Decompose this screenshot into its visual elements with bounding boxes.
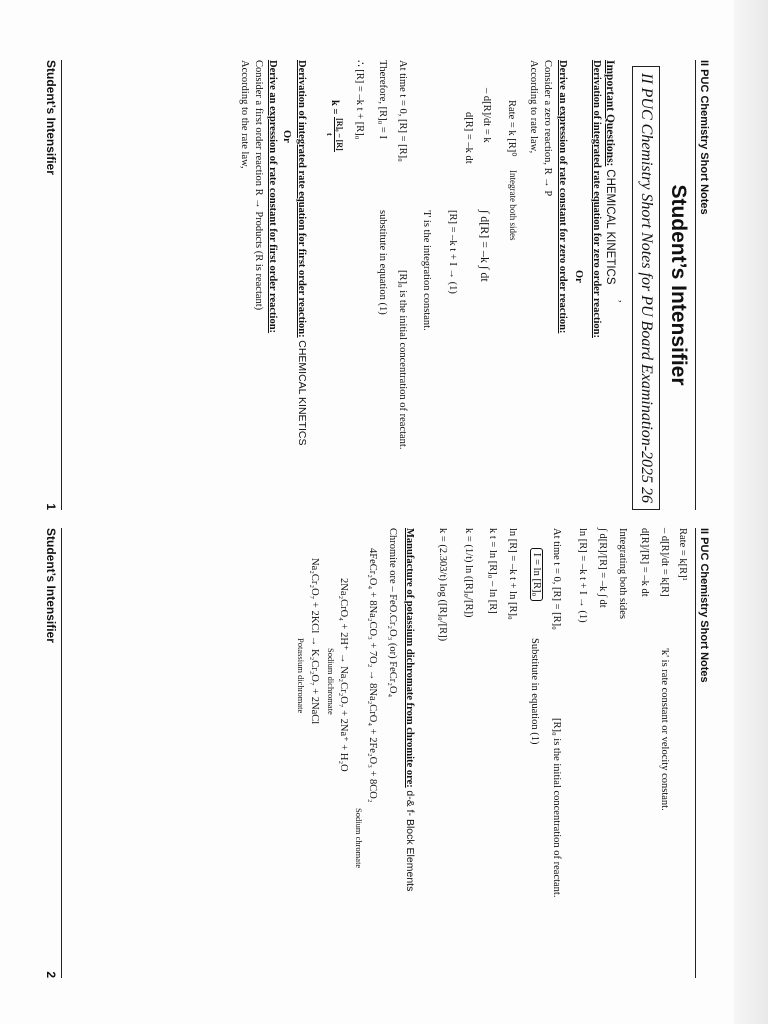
initial-concentration-note: [R]₀ is the initial concentration of reactant. [551, 718, 562, 898]
section-title-line [404, 528, 416, 891]
page-header: II PUC Chemistry Short Notes [695, 60, 728, 510]
result-equation: [R] = –k t + I → (1) [447, 210, 458, 294]
rate-equation: Rate = k [R]⁰ [506, 100, 517, 157]
consider-first-order: Consider a first order reaction R → Products (R is reactant) [253, 60, 264, 311]
page-header: II PUC Chemistry Short Notes [695, 528, 728, 978]
page-2 [28, 528, 728, 978]
diff-equation-b: d[R] = –k dt [463, 112, 474, 164]
q2-title-line [296, 60, 308, 445]
reaction-3: Na₂Cr₂O₇ + 2KCl → K₂Cr₂O₇ + 2NaCl [309, 558, 320, 725]
integration-constant-note: 'I' is the integration constant. [421, 210, 432, 331]
page-footer [44, 528, 62, 978]
section-title: Manufacture of potassium dichromate from chromite ore: [404, 528, 415, 788]
page-number: 2 [44, 971, 58, 978]
rate-constant-expression [325, 100, 344, 152]
q1-alt-title: Derive an expression of rate constant for zero order reaction: [557, 60, 568, 334]
reaction-2-label: Sodium dichromate [326, 648, 336, 715]
initial-concentration-note: [R]₀ is the initial concentration of reactant. [397, 270, 408, 450]
q2-alt-title: Derive an expression of rate constant for first order reaction: [267, 60, 278, 334]
important-label: Important Questions: [604, 60, 616, 167]
k-ln-equation: k = (1/t) ln ([R]₀/[R]) [463, 528, 474, 618]
important-topic: CHEMICAL KINETICS [604, 169, 616, 285]
section-topic: d-& f- Block Elements [404, 790, 416, 892]
diff-equation-b: d[R]/[R] = –k dt [639, 528, 650, 597]
footer-text: Student’s Intensifier [44, 60, 58, 175]
rate-law-intro: According to rate law, [528, 60, 539, 154]
page-1 [28, 60, 728, 510]
ln-equation-2: ln [R] = –k t + ln [R]₀ [507, 528, 518, 620]
page-number: 1 [44, 503, 58, 510]
comma-mark: , [617, 300, 628, 303]
document-title: Student’s Intensifier [667, 184, 690, 386]
scan-edge [734, 0, 768, 1024]
diff-equation: – d[R]/dt = k [481, 88, 492, 143]
q1-title: Derivation of integrated rate equation for zero order reaction: [591, 60, 602, 338]
important-questions-line [604, 60, 616, 285]
footer-text: Student’s Intensifier [44, 528, 58, 643]
or-1: Or [573, 270, 584, 283]
reaction-3-label: Potassium dichromate [296, 638, 306, 714]
q2-title: Derivation of integrated rate equation for first order reaction: [296, 60, 307, 338]
at-time-zero: At time t = 0, [R] = [R]₀ [551, 528, 562, 630]
rate-equation: Rate = k[R]¹ [677, 528, 688, 581]
or-2: Or [281, 130, 292, 143]
therefore-line: Therefore, [R]₀ = I [377, 60, 388, 139]
boxed-equation: I = ln [R]₀ [530, 548, 543, 601]
document-subtitle: II PUC Chemistry Short Notes for PU Board Examination-2025 26 [632, 66, 660, 510]
k-label: k = [329, 100, 341, 115]
reaction-1: 4FeCr₂O₄ + 8Na₂CO₃ + 7O₂ → 8Na₂CrO₄ + 2Fe₂O₃ + 8CO₂ [367, 548, 378, 803]
substitute-line: Substitute in equation (1) [529, 638, 540, 745]
reaction-1-label: Sodium chromate [354, 808, 364, 869]
at-time-zero: At time t = 0, [R] = [R]₀ [397, 60, 408, 162]
k-denominator: t [325, 133, 334, 136]
k-log-equation: k = (2.303/t) log ([R]₀/[R]) [437, 528, 448, 642]
integrate-label: Integrating both sides [617, 528, 628, 619]
diff-equation: – d[R]/dt = k[R] [659, 528, 670, 597]
consider-zero-order: Consider a zero reaction, R → P [542, 60, 553, 197]
page-footer [44, 60, 62, 510]
integral-equation: ∫ d[R]/[R] = –k ∫ dt [597, 528, 608, 608]
chromite-ore: Chromite ore – FeO.Cr₂O₃ (or) FeCr₂O₄ [387, 528, 398, 698]
boxed-constant [531, 548, 542, 601]
rate-constant-note: 'k' is rate constant or velocity constant. [659, 648, 670, 811]
integral-equation: ∫ d[R] = –k ∫ dt [478, 210, 492, 282]
substitute-line: substitute in equation (1) [377, 210, 388, 315]
rate-law-intro-2: According to the rate law, [239, 60, 250, 169]
ln-equation: ln [R] = –k t + I → (1) [577, 528, 588, 623]
integrate-label: Integrate both sides [508, 170, 518, 241]
reaction-2: 2Na₂CrO₄ + 2H⁺ → Na₂Cr₂O₇ + 2Na⁺ + H₂O [338, 578, 349, 772]
kt-equation: k t = ln [R]₀ – ln [R] [487, 528, 498, 614]
final-equation: ∴ [R] = –k t + [R]₀ [354, 60, 365, 140]
q2-topic: CHEMICAL KINETICS [296, 340, 308, 446]
k-numerator: [R]₀ – [R] [335, 118, 344, 151]
